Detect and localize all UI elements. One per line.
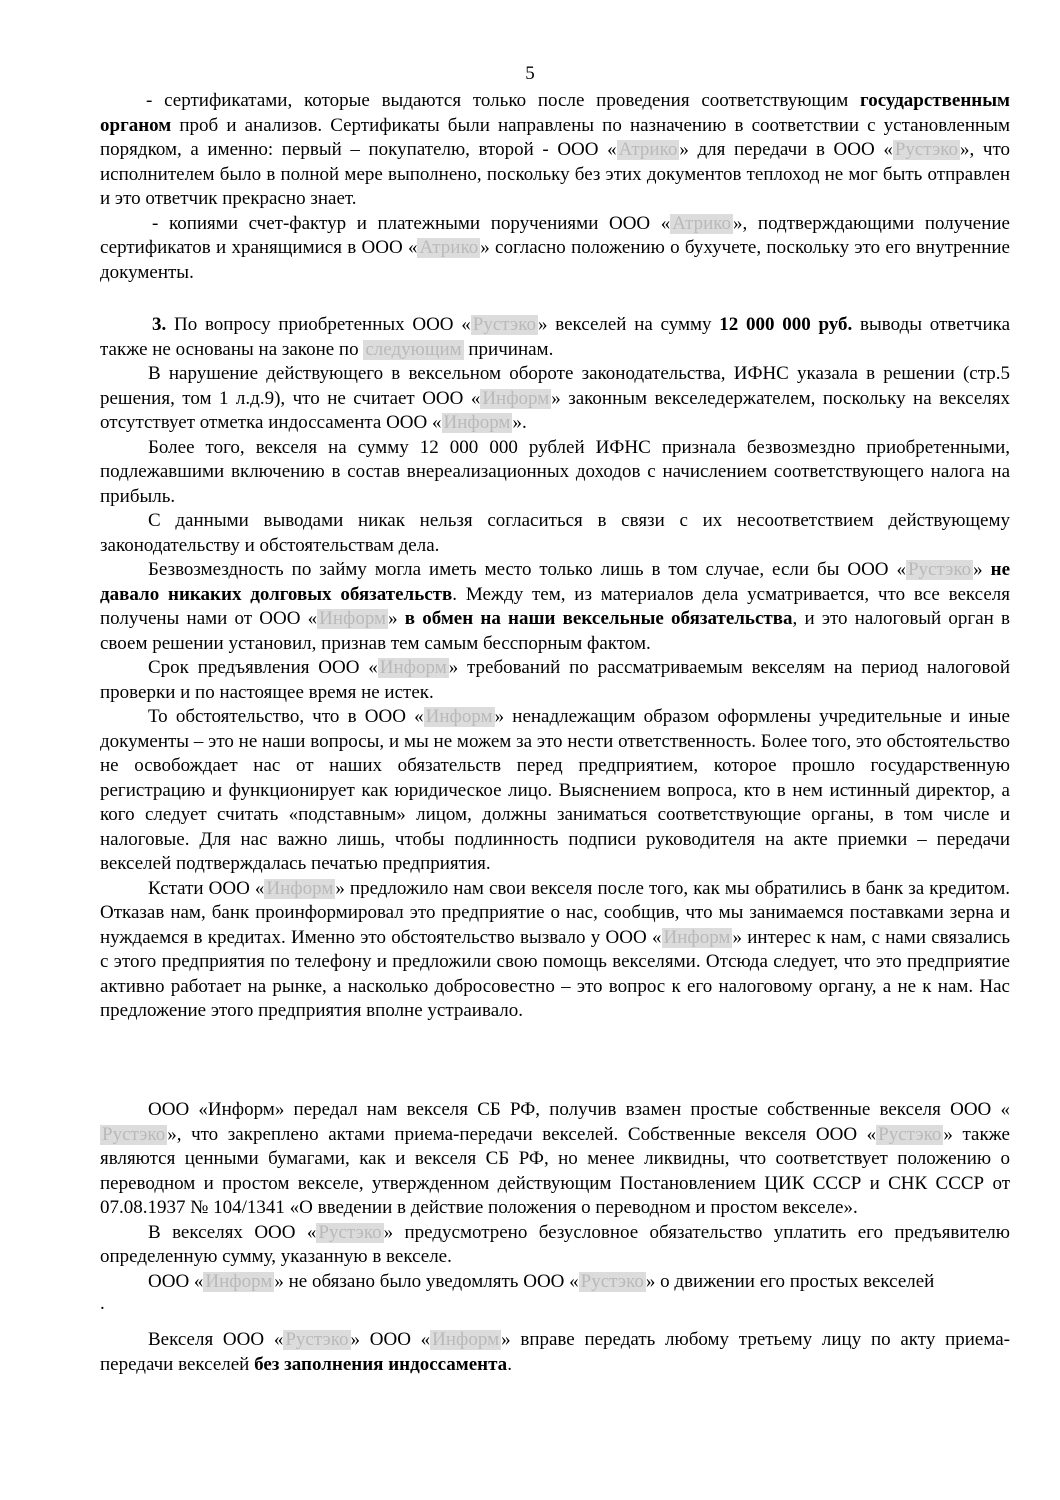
block-certificates: [100, 89, 1010, 285]
paragraph-certificates: [100, 89, 1010, 212]
bold-text: не давало никаких долговых обязательств: [100, 559, 1011, 605]
redacted-name: Атрико: [618, 139, 678, 160]
bold-text: в обмен на наши вексельные обязательства: [404, 608, 793, 629]
text-segment: - копиями счет-фактур и платежными поручениями ООО «: [152, 212, 671, 234]
redacted-name: Информ: [663, 926, 731, 948]
redacted-name: Информ: [319, 608, 387, 629]
paragraph-item-3: [100, 313, 1010, 362]
redacted-name: Атрико: [672, 212, 732, 234]
text-segment: »: [973, 559, 991, 580]
redacted-name: Информ: [443, 412, 511, 433]
paragraph-notify: [100, 1270, 1010, 1295]
text-segment: » требований по рассматриваемым векселям на период налоговой проверки и по настоящее время не истек.: [100, 657, 1010, 703]
redacted-name: Информ: [205, 1270, 273, 1292]
text-segment: , и это налоговый орган в своем решении установил, признав тем самым бесспорным фактом.: [100, 608, 1010, 654]
redacted-name: Рустэко: [285, 1329, 349, 1350]
paragraph-violation: [100, 362, 1010, 436]
redacted-name: Атрико: [419, 237, 479, 258]
text-segment: В нарушение действующего в вексельном обороте законодательства, ИФНС указала в решении (стр.5 решения, том 1 л.д.9), что не считает ООО «: [100, 363, 1010, 409]
text-segment: выводы ответчика также не основаны на законе по: [100, 314, 1011, 360]
text-segment: » предложило нам свои векселя после того, как мы обратились в банк за кредитом. Отказав нам, банк проинформировал это предприятие о нас, сообщив, что мы занимаемся поставками зерна и нуждаемся в кредитах. Именно это обстоятельство вызвало у ООО «: [100, 877, 1011, 948]
text-segment: . Между тем, из материалов дела усматривается, что все векселя получены нами от ООО «: [100, 583, 1010, 629]
redacted-name: Рустэко: [472, 314, 536, 335]
block-exchange: [100, 1098, 1010, 1377]
paragraph-transfer: [100, 1328, 1010, 1377]
redacted-name: Информ: [482, 387, 550, 409]
paragraph-gratuitous: [100, 558, 1010, 656]
redacted-word: следующим: [365, 338, 462, 360]
text-segment: Векселя ООО «: [148, 1329, 284, 1350]
text-segment: » законным векселедержателем, поскольку на векселях отсутствует отметка индоссамента ООО «: [100, 387, 1010, 433]
text-segment: В векселях ООО «: [148, 1221, 317, 1243]
paragraph-inform-exchange: [100, 1098, 1010, 1221]
text-segment: » не обязано было уведомлять ООО «: [274, 1270, 579, 1292]
redacted-name: Информ: [266, 877, 334, 899]
text-segment: Кстати ООО «: [148, 877, 265, 899]
redacted-name: Рустэко: [318, 1221, 382, 1243]
redacted-name: Рустэко: [580, 1270, 644, 1292]
text-segment: То обстоятельство, что в ООО «: [148, 706, 424, 727]
text-segment: » согласно положению о бухучете, поскольку это его внутренние документы.: [100, 237, 1010, 283]
bold-amount: 12 000 000 руб.: [719, 314, 853, 335]
text-segment: »: [388, 608, 405, 629]
redacted-name: Информ: [425, 706, 493, 727]
text-segment: ООО «Информ» передал нам векселя СБ РФ, получив взамен простые собственные векселя ООО «: [148, 1099, 1010, 1120]
block-promissory-notes: [100, 313, 1010, 1024]
text-segment: Срок предъявления ООО «: [148, 657, 378, 678]
redacted-name: Рустэко: [894, 139, 959, 160]
paragraph-documents: [100, 705, 1010, 877]
bold-text: государственным органом: [100, 90, 1010, 136]
redacted-name: Рустэко: [102, 1123, 166, 1145]
text-segment: Безвозмездность по займу могла иметь место только лишь в том случае, если бы ООО «: [148, 559, 906, 580]
text-segment: » ООО «: [350, 1329, 431, 1350]
text-segment: - сертификатами, которые выдаются только после проведения соответствующим: [146, 90, 861, 111]
text-segment: ».: [512, 412, 527, 433]
redacted-name: Информ: [432, 1329, 500, 1350]
text-segment: », подтверждающими получение сертификатов и хранящимися в ООО «: [100, 212, 1010, 258]
text-segment: По вопросу приобретенных ООО «: [166, 314, 471, 335]
text-segment: » вправе передать любому третьему лицу по акту приема-передачи векселей: [100, 1329, 1010, 1375]
text-segment: » для передачи в ООО «: [679, 139, 893, 160]
text-segment: » интерес к нам, с нами связались с этого предприятия по телефону и предложили свою помощь векселями. Отсюда следует, что это предприятие активно работает на рынке, а насколько добросовестно – это вопрос к его налоговому органу, а не к нам. Нас предложение этого предприятия вполне устраивало.: [100, 926, 1010, 1021]
text-segment: ООО «: [148, 1270, 204, 1292]
text-segment: » ненадлежащим образом оформлены учредительные и иные документы – это не наши вопросы, и мы не можем за это нести ответственность. Более того, это обстоятельство не освобождает нас от наших обязательств перед предприятием, которое прошло государственную регистрацию и функционирует как юридическое лицо. Выяснением вопроса, кто в нем истинный директор, а кого следует считать «подставным» лицом, должны заниматься соответствующие органы, в том числе и налоговые. Для нас важно лишь, чтобы подлинность подписи руководителя на акте приемки – передачи векселей подтверждалась печатью предприятия.: [100, 706, 1010, 874]
paragraph-by-the-way: [100, 877, 1010, 1024]
redacted-name: Информ: [379, 657, 447, 678]
item-number: 3.: [152, 314, 167, 335]
redacted-name: Рустэко: [907, 559, 972, 580]
paragraph-obligation: [100, 1221, 1010, 1270]
text-segment: .: [507, 1353, 512, 1375]
bold-text: без заполнения индоссамента: [254, 1353, 508, 1375]
page-number: 5: [525, 63, 535, 84]
paragraph-invoices: [100, 212, 1010, 286]
paragraph-moreover: Более того, векселя на сумму 12 000 000 рублей ИФНС признала безвозмездно приобретенными, подлежавшими включению в состав внереализационных доходов с начислением соответствующего налога на прибыль.: [100, 436, 1010, 507]
text-segment: » векселей на сумму: [537, 314, 720, 335]
text-segment: », что исполнителем было в полной мере выполнено, поскольку без этих документов теплоход не мог быть отправлен и это ответчик прекрасно знает.: [100, 139, 1011, 209]
redacted-name: Рустэко: [878, 1123, 942, 1145]
text-segment: », что закреплено актами приема-передачи векселей. Собственные векселя ООО «: [167, 1123, 877, 1145]
paragraph-deadline: [100, 656, 1010, 705]
paragraph-stray-dot: .: [100, 1293, 105, 1314]
text-segment: » также являются ценными бумагами, как и векселя СБ РФ, но менее ликвидны, что соответствует положению о переводном и простом векселе, утвержденном действующим Постановлением ЦИК СССР и СНК СССР от 07.08.1937 № 104/1341 «О введении в действие положения о переводном и простом векселе».: [100, 1123, 1010, 1218]
text-segment: » о движении его простых векселей: [645, 1270, 935, 1292]
text-segment: проб и анализов. Сертификаты были направлены по назначению в соответствии с установленным порядком, а именно: первый – покупателю, второй - ООО «: [100, 114, 1010, 160]
text-segment: » предусмотрено безусловное обязательство уплатить его предъявителю определенную сумму, указанную в векселе.: [100, 1221, 1010, 1267]
paragraph-disagree: С данными выводами никак нельзя согласиться в связи с их несоответствием действующему законодательству и обстоятельствам дела.: [100, 510, 1010, 556]
text-segment: причинам.: [463, 338, 554, 360]
